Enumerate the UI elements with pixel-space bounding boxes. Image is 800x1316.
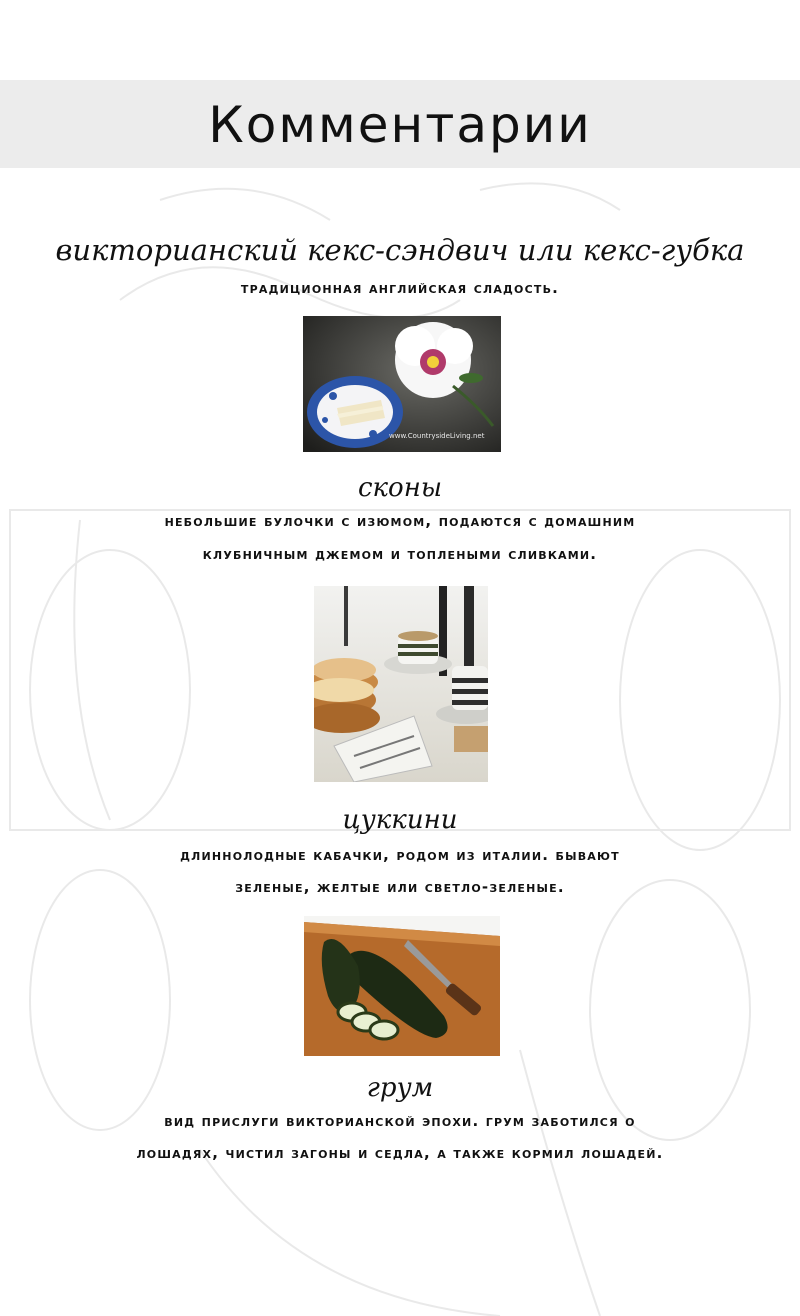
entry-title-zucchini: цуккини — [342, 805, 458, 835]
entry-title-cake: викторианский кекс-сэндвич или кекс-губка — [55, 233, 745, 267]
entry-desc-zucchini-line2: зеленые, желтые или светло-зеленые. — [235, 878, 565, 896]
entry-desc-cake: традиционная английская сладость. — [240, 279, 560, 297]
page-title: Комментарии — [208, 96, 592, 154]
entry-desc-groom-line2: лошадях, чистил загоны и седла, а также кормил лошадей. — [136, 1144, 664, 1162]
entry-desc-groom-line1: вид прислуги викторианской эпохи. грум заботился о — [164, 1112, 636, 1130]
entry-desc-scones-line2: клубничным джемом и топлеными сливками. — [202, 545, 598, 563]
entry-desc-zucchini-line1: длиннолодные кабачки, родом из италии. бывают — [180, 846, 620, 864]
photo-caption: www.CountrysideLiving.net — [389, 432, 485, 440]
zucchini-photo — [304, 916, 500, 1056]
scones-tea-photo — [314, 586, 488, 782]
entry-title-groom: грум — [366, 1073, 434, 1103]
entry-title-scones: сконы — [357, 473, 443, 503]
entry-desc-scones-line1: небольшие булочки с изюмом, подаются с домашним — [164, 512, 636, 530]
cake-photo — [303, 316, 501, 452]
